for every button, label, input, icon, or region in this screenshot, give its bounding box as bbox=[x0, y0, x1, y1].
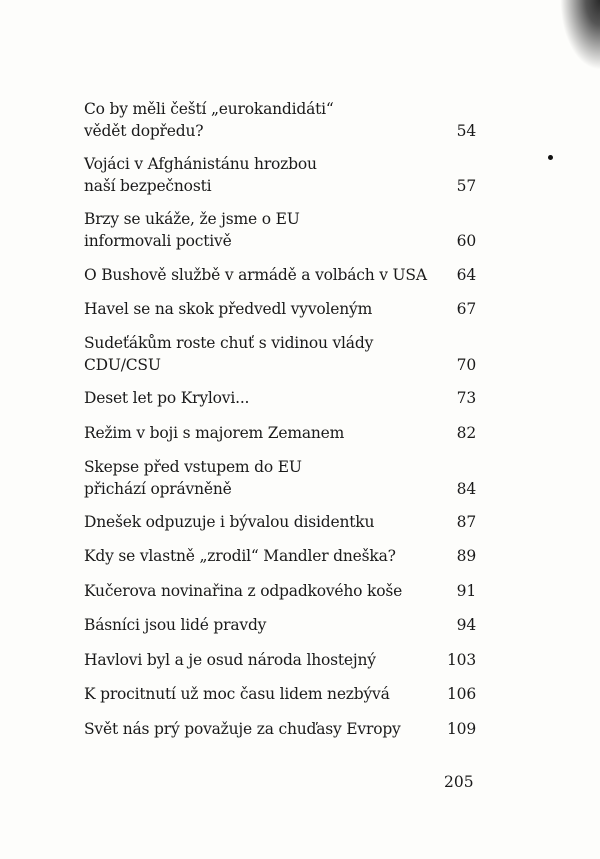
toc-entry-page: 106 bbox=[447, 685, 476, 703]
toc-entry bbox=[84, 422, 476, 444]
toc-entry-title-line: Brzy se ukáže, že jsme o EU bbox=[84, 210, 300, 228]
toc-entry bbox=[84, 683, 476, 705]
toc-entry-title-line: naší bezpečnosti bbox=[84, 177, 212, 195]
toc-entry-title-line: Sudeťákům roste chuť s vidinou vlády bbox=[84, 334, 374, 352]
ink-speck bbox=[548, 155, 553, 160]
toc-entry-title-line: přichází oprávněně bbox=[84, 480, 232, 498]
toc-entry bbox=[84, 511, 476, 533]
toc-entry-title-line: Kdy se vlastně „zrodil“ Mandler dneška? bbox=[84, 547, 396, 565]
toc-entry-title-line: informovali poctivě bbox=[84, 232, 232, 250]
toc-entry-title-line: Skepse před vstupem do EU bbox=[84, 458, 302, 476]
toc-entry-page: 109 bbox=[447, 720, 476, 738]
toc-entry-page: 73 bbox=[456, 389, 476, 407]
toc-entry bbox=[84, 153, 476, 197]
toc-entry-title-line: vědět dopředu? bbox=[84, 122, 204, 140]
toc-entry-title-line: Havel se na skok předvedl vyvoleným bbox=[84, 300, 373, 318]
toc-entry-title-line: CDU/CSU bbox=[84, 356, 161, 374]
toc-entry-title-line: Básníci jsou lidé pravdy bbox=[84, 616, 267, 634]
toc-entry-page: 82 bbox=[456, 424, 476, 442]
toc-entry bbox=[84, 387, 476, 409]
toc-entry-title-line: Kučerova novinařina z odpadkového koše bbox=[84, 582, 403, 600]
toc-entry bbox=[84, 208, 476, 252]
toc-entry-page: 87 bbox=[456, 513, 476, 531]
toc-entry-page: 94 bbox=[456, 616, 476, 634]
toc-entry-title-line: Co by měli čeští „eurokandidáti“ bbox=[84, 100, 334, 118]
toc-entry-title-line: Režim v boji s majorem Zemanem bbox=[84, 424, 345, 442]
toc-entry-page: 54 bbox=[456, 122, 476, 140]
toc-entry-title-line: Dnešek odpuzuje i bývalou disidentku bbox=[84, 513, 375, 531]
toc-entry-title-line: Svět nás prý považuje za chuďasy Evropy bbox=[84, 720, 401, 738]
toc-entry bbox=[84, 98, 476, 142]
toc-entry-title-line: Havlovi byl a je osud národa lhostejný bbox=[84, 651, 376, 669]
toc-entry bbox=[84, 718, 476, 740]
toc-entry-page: 103 bbox=[447, 651, 476, 669]
toc-entry bbox=[84, 614, 476, 636]
toc-entry-page: 67 bbox=[456, 300, 476, 318]
scan-corner-shadow bbox=[560, 0, 600, 70]
page-number-folio: 205 bbox=[444, 773, 474, 791]
toc-entry-title-line: Deset let po Krylovi... bbox=[84, 389, 250, 407]
toc-entry-page: 70 bbox=[456, 356, 476, 374]
toc-entry-page: 57 bbox=[456, 177, 476, 195]
toc-entry bbox=[84, 545, 476, 567]
toc-entry bbox=[84, 298, 476, 320]
toc-entry-page: 89 bbox=[456, 547, 476, 565]
toc-entry-title-line: K procitnutí už moc času lidem nezbývá bbox=[84, 685, 390, 703]
toc-entry-page: 60 bbox=[456, 232, 476, 250]
toc-entry-page: 84 bbox=[456, 480, 476, 498]
toc-entry-page: 91 bbox=[456, 582, 476, 600]
toc-entry-title-line: Vojáci v Afghánistánu hrozbou bbox=[84, 155, 317, 173]
toc-entry bbox=[84, 332, 476, 376]
toc-entry bbox=[84, 456, 476, 500]
toc-entry bbox=[84, 264, 476, 286]
toc-entry bbox=[84, 580, 476, 602]
toc-entry-page: 64 bbox=[456, 266, 476, 284]
toc-entry-title-line: O Bushově službě v armádě a volbách v USA bbox=[84, 266, 427, 284]
toc-entry bbox=[84, 649, 476, 671]
